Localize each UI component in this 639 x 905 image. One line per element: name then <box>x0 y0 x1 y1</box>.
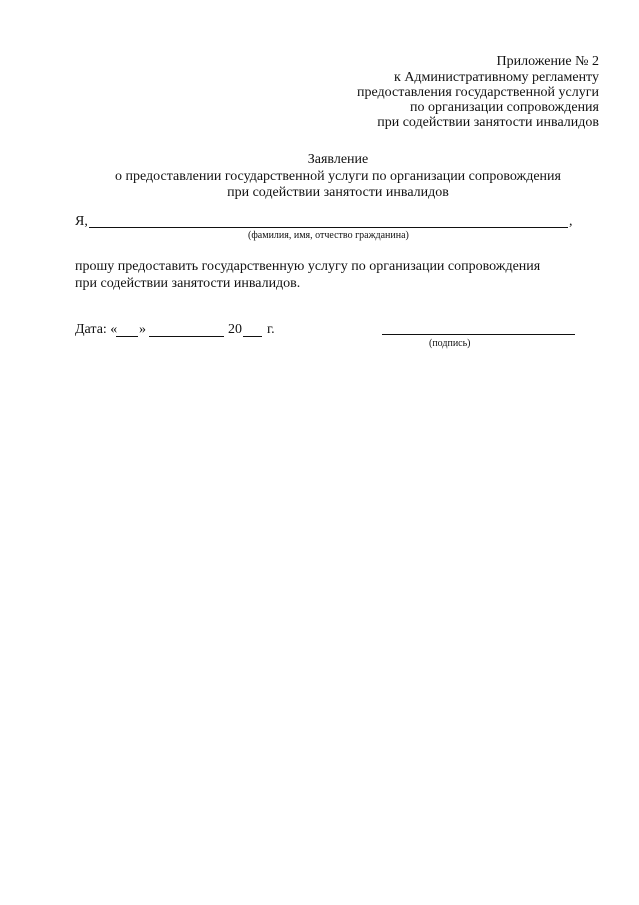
appendix-line: к Административному регламенту <box>394 70 599 85</box>
applicant-prefix: Я, <box>75 214 88 229</box>
year-prefix: 20 <box>228 322 242 337</box>
year-suffix: г. <box>267 322 275 337</box>
date-label: Дата: « <box>75 322 118 337</box>
day-field[interactable] <box>116 336 138 337</box>
title-line: при содействии занятости инвалидов <box>227 185 449 200</box>
document-title: Заявление <box>307 152 369 167</box>
signature-caption: (подпись) <box>429 338 471 349</box>
appendix-line: по организации сопровождения <box>410 100 599 115</box>
appendix-line: при содействии занятости инвалидов <box>377 115 599 130</box>
appendix-line: предоставления государственной услуги <box>357 85 599 100</box>
appendix-line: Приложение № 2 <box>496 54 599 69</box>
signature-field[interactable] <box>382 334 575 335</box>
month-field[interactable] <box>149 336 224 337</box>
year-field[interactable] <box>243 336 262 337</box>
applicant-caption: (фамилия, имя, отчество гражданина) <box>248 230 409 241</box>
title-line: о предоставлении государственной услуги по организации сопровождения <box>115 169 561 184</box>
applicant-name-field[interactable] <box>89 227 568 228</box>
body-line: при содействии занятости инвалидов. <box>75 276 301 291</box>
date-close: » <box>139 322 146 337</box>
applicant-suffix: , <box>569 214 573 229</box>
body-line: прошу предоставить государственную услугу по организации сопровождения <box>75 259 541 274</box>
